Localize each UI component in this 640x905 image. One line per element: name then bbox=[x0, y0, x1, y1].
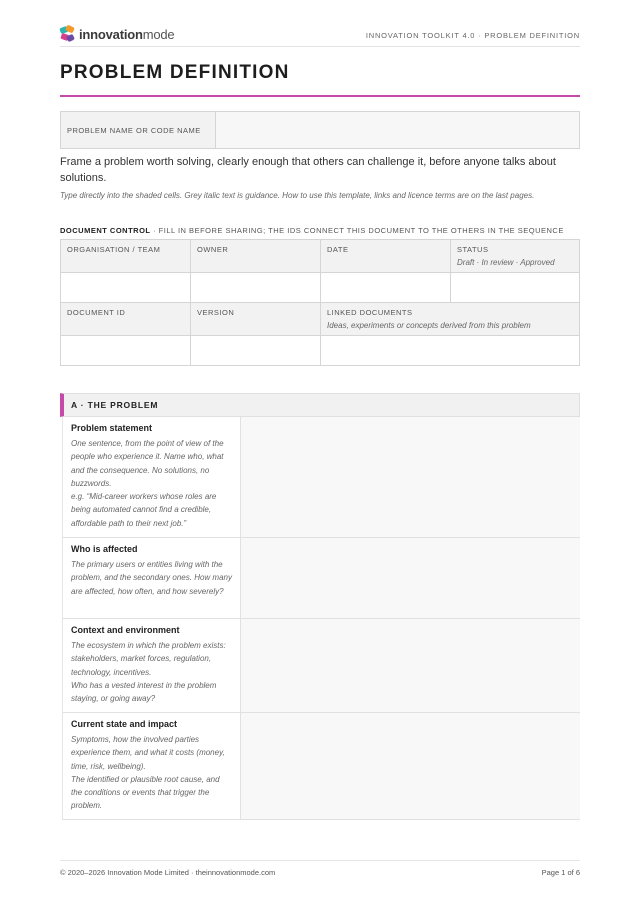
current-state-impact-prompt bbox=[63, 713, 241, 819]
status-options: Draft · In review · Approved bbox=[457, 258, 555, 267]
date-input[interactable] bbox=[321, 273, 451, 303]
version-label: VERSION bbox=[191, 303, 321, 336]
owner-label: OWNER bbox=[191, 240, 321, 273]
footer-divider bbox=[60, 860, 580, 861]
who-is-affected-row bbox=[62, 538, 580, 619]
row-guidance: The primary users or entities living with the problem, and the secondary ones. How many are affected, how often, and how severely? bbox=[71, 560, 232, 596]
problem-name-label: PROBLEM NAME OR CODE NAME bbox=[61, 112, 216, 148]
row-label: Who is affected bbox=[71, 544, 138, 554]
section-a-rows bbox=[62, 417, 580, 820]
row-guidance: One sentence, from the point of view of the people who experience it. Name who, what and the consequence. No solutions, no buzzwords. e.g. “Mid-career workers whose roles are being automated cannot find a credible, affordable path to their next job.” bbox=[71, 439, 224, 528]
problem-statement-row bbox=[62, 417, 580, 538]
current-state-impact-row bbox=[62, 713, 580, 820]
document-id-input[interactable] bbox=[61, 336, 191, 366]
owner-input[interactable] bbox=[191, 273, 321, 303]
logo-text: innovationmode bbox=[79, 26, 175, 42]
row-label: Context and environment bbox=[71, 625, 180, 635]
logo bbox=[60, 22, 174, 46]
logo-mark-icon bbox=[60, 26, 76, 42]
row-label: Problem statement bbox=[71, 423, 153, 433]
top-bar bbox=[60, 22, 580, 46]
context-environment-row bbox=[62, 619, 580, 713]
linked-documents-hint: Ideas, experiments or concepts derived from this problem bbox=[327, 321, 531, 330]
document-path: INNOVATION TOOLKIT 4.0 · PROBLEM DEFINITION bbox=[365, 31, 580, 40]
guidance-text: Type directly into the shaded cells. Grey italic text is guidance. How to use this template, links and licence terms are on the last pages. bbox=[60, 191, 535, 200]
org-team-input[interactable] bbox=[61, 273, 191, 303]
section-a-heading: A · THE PROBLEM bbox=[60, 393, 580, 417]
context-environment-input[interactable] bbox=[241, 619, 580, 712]
linked-documents-input[interactable] bbox=[321, 336, 580, 366]
document-id-label: DOCUMENT ID bbox=[61, 303, 191, 336]
document-control-table bbox=[60, 239, 580, 366]
header-divider bbox=[60, 46, 580, 47]
version-input[interactable] bbox=[191, 336, 321, 366]
problem-name-field bbox=[60, 111, 580, 149]
status-label: STATUS Draft · In review · Approved bbox=[451, 240, 580, 273]
row-label: Current state and impact bbox=[71, 719, 178, 729]
date-label: DATE bbox=[321, 240, 451, 273]
who-is-affected-prompt bbox=[63, 538, 241, 618]
org-team-label: ORGANISATION / TEAM bbox=[61, 240, 191, 273]
current-state-impact-input[interactable] bbox=[241, 713, 580, 819]
page-number: Page 1 of 6 bbox=[541, 868, 580, 877]
document-control-heading: DOCUMENT CONTROL · FILL IN BEFORE SHARING; THE IDS CONNECT THIS DOCUMENT TO THE OTHERS IN THE SEQUENCE bbox=[60, 226, 564, 235]
problem-name-input[interactable] bbox=[216, 112, 579, 148]
title-underline bbox=[60, 95, 580, 97]
row-guidance: The ecosystem in which the problem exists: stakeholders, market forces, regulation, technology, incentives. Who has a vested interest in the problem staying, or going away? bbox=[71, 641, 226, 704]
footer-copyright: © 2020–2026 Innovation Mode Limited · theinnovationmode.com bbox=[60, 868, 276, 877]
who-is-affected-input[interactable] bbox=[241, 538, 580, 618]
context-environment-prompt bbox=[63, 619, 241, 712]
page-title: PROBLEM DEFINITION bbox=[60, 62, 290, 83]
lead-text: Frame a problem worth solving, clearly enough that others can challenge it, before anyone talks about solutions. bbox=[60, 156, 556, 184]
problem-statement-prompt bbox=[63, 417, 241, 537]
problem-statement-input[interactable] bbox=[241, 417, 580, 537]
row-guidance: Symptoms, how the involved parties experience them, and what it costs (money, time, risk, wellbeing). The identified or plausible root cause, and the conditions or events that trigger the problem. bbox=[71, 735, 225, 811]
linked-documents-label: LINKED DOCUMENTS Ideas, experiments or concepts derived from this problem bbox=[321, 303, 580, 336]
status-input[interactable] bbox=[451, 273, 580, 303]
